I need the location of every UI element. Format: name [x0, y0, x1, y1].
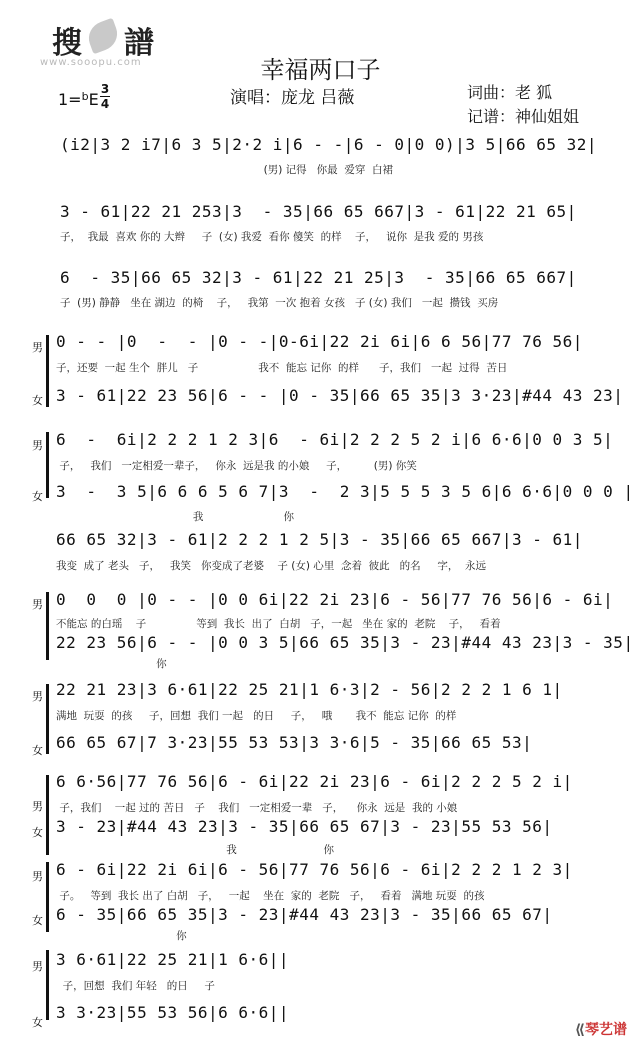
duet-brace	[46, 950, 49, 1020]
male-label: 男	[32, 598, 43, 611]
key-prefix: 1=	[58, 90, 82, 109]
score-row-16: 6 - 35|66 65 35|3 - 23|#44 43 23|3 - 35|66 65 67|	[56, 905, 553, 924]
watermark-text: 琴艺谱	[585, 1022, 627, 1038]
lyric-row-6: 子， 我们 一定相爱一辈子， 你永 远是我 的小娘 子， (男) 你笑	[56, 460, 417, 472]
score-row-7: 3 - 3 5|6 6 6 5 6 7|3 - 2 3|5 5 5 3 5 6|6 6·6|0 0 0 |	[56, 482, 634, 501]
site-url: www.sooopu.com	[40, 57, 142, 68]
composer-credit: 词曲：老 狐	[467, 83, 553, 102]
score-row-5: 3 - 61|22 23 56|6 - - |0 - 35|66 65 35|3 3·23|#44 43 23|	[56, 386, 624, 405]
score-row-2: 3 - 61|22 21 253|3 - 35|66 65 667|3 - 61|22 21 65|	[60, 202, 577, 221]
lyric-row-16: 你	[56, 930, 187, 942]
duet-brace	[46, 592, 49, 660]
lyric-row-7: 我 你	[56, 511, 294, 523]
key-flat: b	[81, 90, 89, 103]
score-row-14: 3 - 23|#44 43 23|3 - 35|66 65 67|3 - 23|55 53 56|	[56, 817, 553, 836]
singer-credit: 演唱：庞龙 吕薇	[230, 88, 355, 108]
score-row-6: 6 - 6i|2 2 2 1 2 3|6 - 6i|2 2 2 5 2 i|6 6·6|0 0 3 5|	[56, 430, 614, 449]
score-row-18: 3 3·23|55 53 56|6 6·6||	[56, 1003, 290, 1022]
lyric-row-11: 满地 玩耍 的孩 子，回想 我们 一起 的日 子， 哦 我不 能忘 记你 的样	[56, 710, 457, 722]
male-label: 男	[32, 341, 43, 354]
duet-brace	[46, 432, 49, 498]
meter-bottom: 4	[100, 97, 110, 111]
duet-brace	[46, 684, 49, 754]
male-label: 男	[32, 870, 43, 883]
duet-brace	[46, 775, 49, 855]
female-label: 女	[32, 826, 43, 839]
score-row-11: 22 21 23|3 6·61|22 25 21|1 6·3|2 - 56|2 2 2 1 6 1|	[56, 680, 563, 699]
female-label: 女	[32, 394, 43, 407]
female-label: 女	[32, 914, 43, 927]
score-row-15: 6 - 6i|22 2i 6i|6 - 56|77 76 56|6 - 6i|2 2 2 1 2 3|	[56, 860, 573, 879]
score-row-1: (i2|3 2 i7|6 3 5|2·2 i|6 - -|6 - 0|0 0)|3 5|66 65 32|	[60, 135, 598, 154]
male-label: 男	[32, 690, 43, 703]
watermark-icon: ⟪	[574, 1022, 585, 1038]
duet-brace	[46, 862, 49, 932]
score-row-13: 6 6·56|77 76 56|6 - 6i|22 2i 23|6 - 6i|2 2 2 5 2 i|	[56, 772, 573, 791]
logo-right-char: 譜	[124, 26, 156, 61]
key-signature	[58, 90, 99, 109]
lyric-row-14: 我 你	[56, 844, 334, 856]
lyric-row-1: (男) 记得 你最 爱穿 白裙	[60, 164, 393, 176]
meter-top: 3	[100, 82, 110, 96]
lyric-row-3: 子 (男) 静静 坐在 湖边 的椅 子， 我第 一次 抱着 女孩 子 (女) 我们 一起 攒钱 买房	[60, 297, 499, 309]
song-title: 幸福两口子	[260, 56, 381, 84]
score-row-3: 6 - 35|66 65 32|3 - 61|22 21 25|3 - 35|66 65 667|	[60, 268, 577, 287]
male-label: 男	[32, 960, 43, 973]
lyric-row-13: 子，我们 一起 过的 苦日 子 我们 一定相爱一辈 子， 你永 远是 我的 小娘	[56, 802, 458, 814]
lyric-row-9: 不能忘 的白瑶 子 等到 我长 出了 白胡 子，一起 坐在 家的 老院 子， 看着	[56, 618, 501, 630]
score-row-4: 0 - - |0 - - |0 - -|0-6i|22 2i 6i|6 6 56|77 76 56|	[56, 332, 583, 351]
score-row-10: 22 23 56|6 - - |0 0 3 5|66 65 35|3 - 23|#44 43 23|3 - 35|	[56, 633, 634, 652]
score-row-9: 0 0 0 |0 - - |0 0 6i|22 2i 23|6 - 56|77 76 56|6 - 6i|	[56, 590, 614, 609]
male-label: 男	[32, 800, 43, 813]
female-label: 女	[32, 490, 43, 503]
duet-brace	[46, 335, 49, 407]
logo-left-char: 搜	[52, 26, 84, 61]
lyric-row-15: 子。 等到 我长 出了 白胡 子， 一起 坐在 家的 老院 子， 看着 满地 玩耍 的孩	[56, 890, 485, 902]
female-label: 女	[32, 1016, 43, 1029]
transcriber-credit: 记谱：神仙姐姐	[467, 107, 580, 126]
lyric-row-10: 你	[56, 658, 167, 670]
lyric-row-4: 子，还要 一起 生个 胖儿 子 我不 能忘 记你 的样 子，我们 一起 过得 苦日	[56, 362, 508, 374]
key-note: E	[88, 90, 99, 109]
lyric-row-2: 子， 我最 喜欢 你的 大辫 子 (女) 我爱 看你 傻笑 的样 子， 说你 是我 爱的 男孩	[60, 231, 484, 243]
score-row-8: 66 65 32|3 - 61|2 2 2 1 2 5|3 - 35|66 65 667|3 - 61|	[56, 530, 583, 549]
lyric-row-17: 子，回想 我们 年轻 的日 子	[56, 980, 215, 992]
watermark	[575, 1019, 627, 1039]
female-label: 女	[32, 744, 43, 757]
score-row-12: 66 65 67|7 3·23|55 53 53|3 3·6|5 - 35|66 65 53|	[56, 733, 533, 752]
male-label: 男	[32, 439, 43, 452]
lyric-row-8: 我变 成了 老头 子， 我笑 你变成了老婆 子 (女) 心里 念着 彼此 的名 字， 永远	[56, 560, 486, 572]
score-row-17: 3 6·61|22 25 21|1 6·6||	[56, 950, 290, 969]
time-signature	[100, 83, 110, 110]
